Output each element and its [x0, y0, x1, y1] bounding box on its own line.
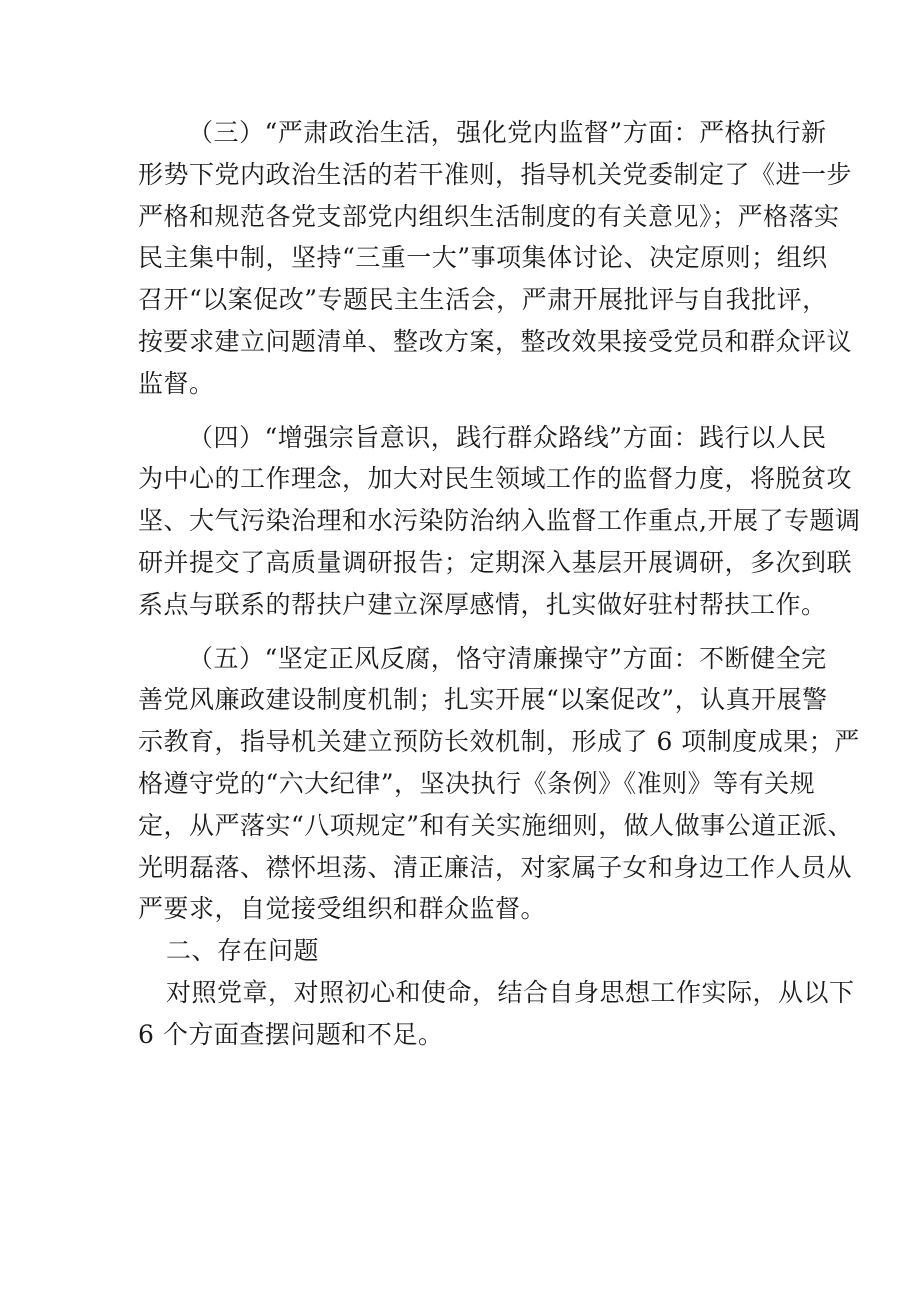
section-heading — [138, 930, 798, 972]
paragraph-three — [138, 112, 853, 405]
text-line: 监督。 — [138, 368, 215, 398]
text-line: （三）“严肃政治生活，强化党内监督”方面：严格执行新 — [188, 118, 827, 147]
text-line: 按要求建立问题清单、整改方案，整改效果接受党员和群众评议 — [138, 326, 853, 356]
paragraph-four — [138, 417, 861, 626]
section-heading-text: 二、存在问题 — [166, 936, 320, 966]
text-line: 光明磊落、襟怀坦荡、清正廉洁，对家属子女和身边工作人员从 — [138, 852, 853, 882]
text-line: 对照党章，对照初心和使命，结合自身思想工作实际，从以下 — [166, 977, 855, 1007]
text-line: 坚、大气污染治理和水污染防治纳入监督工作重点,开展了专题调 — [138, 506, 861, 536]
text-line: （四）“增强宗旨意识，践行群众路线”方面：践行以人民 — [188, 422, 827, 452]
document-body — [138, 112, 861, 1056]
text-line: 6 个方面查摆问题和不足。 — [138, 1019, 444, 1049]
text-line: 系点与联系的帮扶户建立深厚感情，扎实做好驻村帮扶工作。 — [138, 589, 827, 619]
text-line: 召开“以案促改”专题民主生活会，严肃开展批评与自我批评， — [138, 285, 828, 315]
text-line: 格遵守党的“六大纪律”，坚决执行《条例》《准则》等有关规 — [138, 768, 816, 798]
text-line: 民主集中制，坚持“三重一大”事项集体讨论、决定原则；组织 — [138, 243, 828, 273]
paragraph-intro — [138, 972, 855, 1056]
paragraph-five — [138, 638, 860, 931]
text-line: 严格和规范各党支部党内组织生活制度的有关意见》；严格落实 — [138, 201, 840, 231]
text-line: 定，从严落实“八项规定”和有关实施细则，做人做事公道正派、 — [138, 810, 854, 840]
text-line: 形势下党内政治生活的若干准则，指导机关党委制定了《进一步 — [138, 159, 853, 189]
text-line: 研并提交了高质量调研报告；定期深入基层开展调研，多次到联 — [138, 547, 853, 577]
text-line: （五）“坚定正风反腐，恪守清廉操守”方面：不断健全完 — [188, 643, 827, 673]
text-line: 严要求，自觉接受组织和群众监督。 — [138, 894, 547, 924]
text-line: 为中心的工作理念，加大对民生领域工作的监督力度，将脱贫攻 — [138, 464, 853, 494]
text-line: 示教育，指导机关建立预防长效机制，形成了 6 项制度成果；严 — [138, 727, 860, 757]
text-line: 善党风廉政建设制度机制；扎实开展“以案促改”，认真开展警 — [138, 685, 828, 715]
